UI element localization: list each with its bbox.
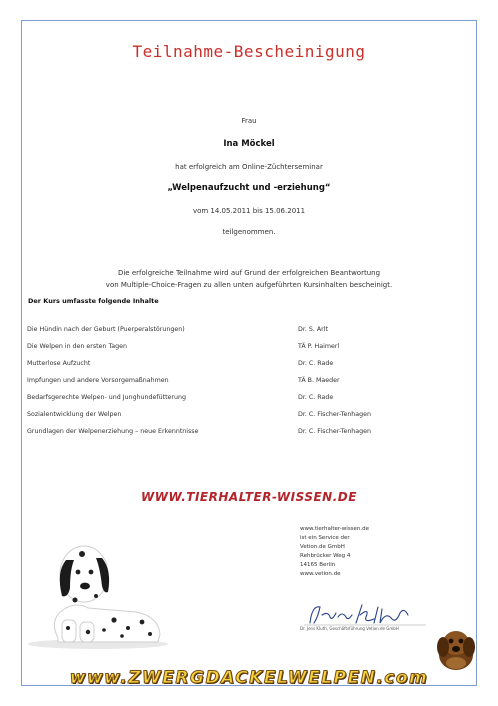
topic-title: Impfungen und andere Vorsorgemaßnahmen [27, 377, 169, 384]
description-line-1: Die erfolgreiche Teilnahme wird auf Grund der erfolgreichen Beantwortung [117, 269, 381, 277]
address-line: www.vetion.de [300, 571, 341, 577]
participant-name: Ina Möckel [223, 139, 275, 149]
list-item [27, 428, 427, 445]
list-item [27, 343, 427, 360]
course-dates: vom 14.05.2011 bis 15.06.2011 [192, 207, 306, 215]
salutation: Frau [241, 117, 257, 125]
topic-title: Mutterlose Aufzucht [27, 360, 91, 367]
list-item [27, 411, 427, 428]
lecturer-name: TÄ P. Haimerl [298, 343, 340, 350]
lecturer-name: Dr. S. Arlt [298, 326, 328, 333]
dachshund-icon [432, 625, 482, 673]
course-title: „Welpenaufzucht und -erziehung“ [167, 183, 331, 193]
topic-title: Bedarfsgerechte Welpen- und Junghundefütterung [27, 394, 186, 401]
description-line-2: von Multiple-Choice-Fragen zu allen unten aufgeführten Kursinhalten bescheinigt. [105, 281, 393, 289]
list-item [27, 326, 427, 343]
lecturer-name: Dr. C. Rade [298, 360, 334, 367]
zwergdackelwelpen-watermark: www.ZWERGDACKELWELPEN.com [69, 668, 429, 688]
address-line: ist ein Service der [300, 535, 350, 541]
lecturer-name: TÄ B. Maeder [298, 377, 340, 384]
lecturer-name: Dr. C. Rade [298, 394, 334, 401]
address-line: Vetion.de GmbH [300, 544, 345, 550]
tierhalter-wissen-logo: WWW.TIERHALTER-WISSEN.DE [141, 490, 357, 504]
certificate-title: Teilnahme-Bescheinigung [132, 42, 366, 61]
lecturer-name: Dr. C. Fischer-Tenhagen [298, 428, 372, 435]
lecturer-name: Dr. C. Fischer-Tenhagen [298, 411, 372, 418]
topic-title: Die Hündin nach der Geburt (Puerperalstörungen) [27, 326, 185, 333]
contents-heading: Der Kurs umfasste folgende Inhalte [28, 297, 159, 305]
list-item [27, 394, 427, 411]
company-address [300, 525, 369, 579]
topic-title: Grundlagen der Welpenerziehung – neue Erkenntnisse [27, 428, 199, 435]
seminar-intro: hat erfolgreich am Online-Züchterseminar [175, 163, 323, 171]
address-line: Rehbrücker Weg 4 [300, 553, 351, 559]
topic-title: Die Welpen in den ersten Tagen [27, 343, 128, 350]
topic-title: Sozialentwicklung der Welpen [27, 411, 122, 418]
signature [300, 601, 430, 627]
list-item [27, 377, 427, 394]
participated-text: teilgenommen. [222, 228, 276, 236]
address-line: 14165 Berlin [300, 562, 336, 568]
dalmatian-icon [18, 538, 168, 650]
course-contents-list [27, 326, 427, 445]
signature-caption: Dr. Jens Kluth, Geschäftsführung Vetion.de GmbH [300, 626, 399, 631]
address-line: www.tierhalter-wissen.de [300, 526, 370, 532]
list-item [27, 360, 427, 377]
